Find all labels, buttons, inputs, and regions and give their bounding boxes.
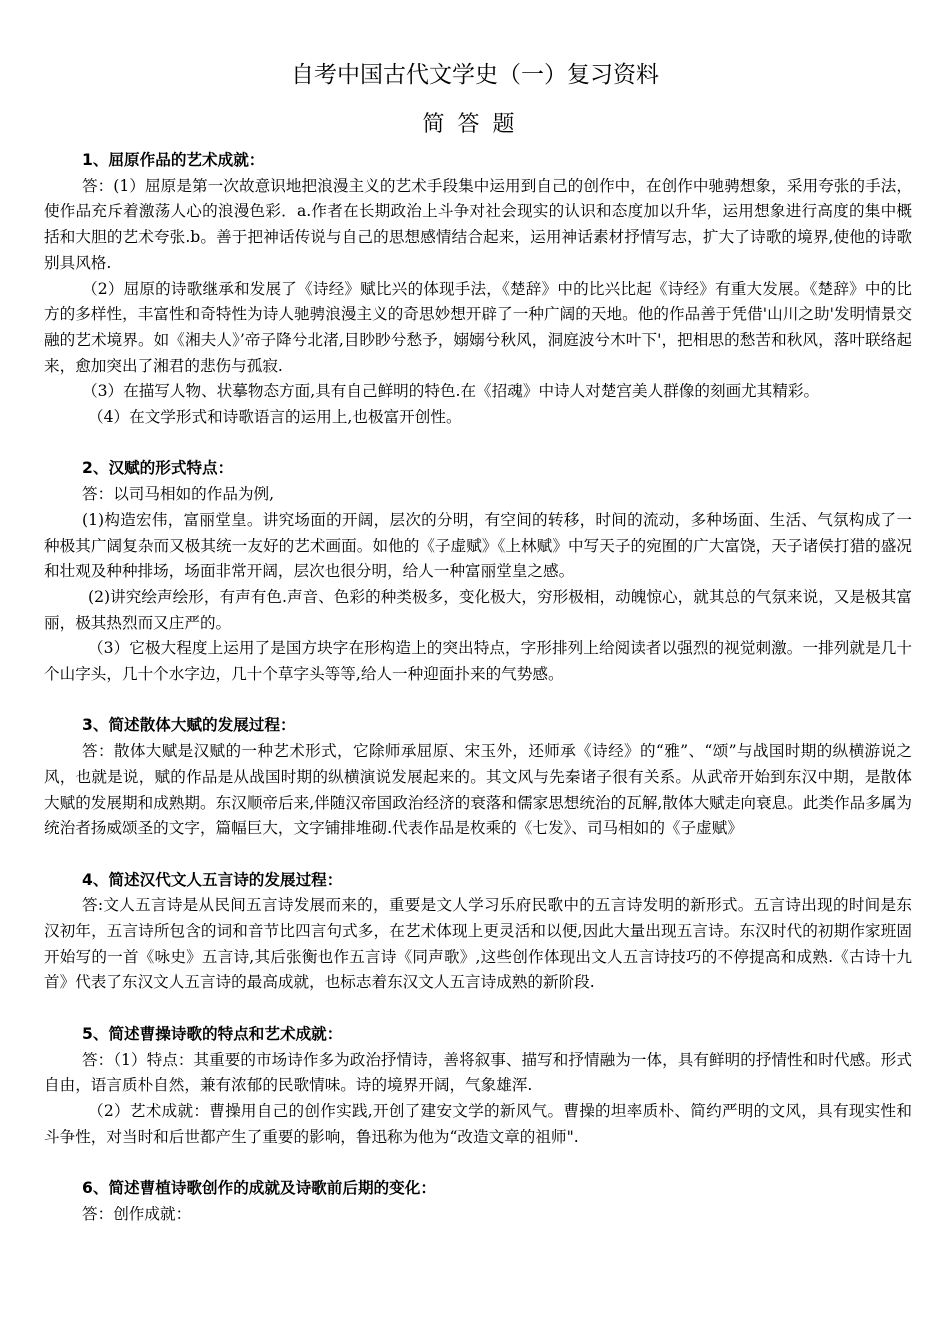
paragraph: (1)构造宏伟，富丽堂皇。讲究场面的开阔，层次的分明，有空间的转移，时间的流动，多种场面、生活、气氛构成了一种极其广阔复杂而又极其统一友好的艺术画面。如他的《子虚赋》《上林赋》中写天子的宛囿的广大富饶，天子诸侯打猎的盛况和壮观及种种排场，场面非常开阔，层次也很分明，给人一种富丽堂皇之感。: [44, 510, 912, 581]
paragraph: (2)讲究绘声绘形，有声有色.声音、色彩的种类极多，变化极大，穷形极相，动魄惊心，就其总的气氛来说，又是极其富丽，极其热烈而又庄严的。: [44, 587, 912, 632]
document-subtitle: 简答题: [422, 112, 528, 137]
paragraph: 答：以司马相如的作品为例,: [82, 485, 275, 504]
section-heading: 1、屈原作品的艺术成就：: [82, 151, 265, 169]
document-title: 自考中国古代文学史（一）复习资料: [291, 62, 659, 88]
paragraph: （3）它极大程度上运用了是国方块字在形构造上的突出特点，字形排列上给阅读者以强烈的视觉刺激。一排列就是几十个山字头，几十个水字边，几十个草字头等等,给人一种迎面扑来的气势感。: [44, 639, 912, 684]
paragraph: （3）在描写人物、状摹物态方面,具有自己鲜明的特色.在《招魂》中诗人对楚宫美人群像的刻画尤其精彩。: [82, 382, 820, 401]
section-heading: 2、汉赋的形式特点：: [82, 459, 234, 478]
section-spacer: [44, 996, 912, 1022]
section-heading: 5、简述曹操诗歌的特点和艺术成就：: [82, 1024, 343, 1043]
paragraph: 答：创作成就：: [82, 1204, 192, 1223]
document-body: [44, 148, 912, 1227]
paragraph: （2）艺术成就：曹操用自己的创作实践,开创了建安文学的新风气。曹操的坦率质朴、简约严明的文风，具有现实性和斗争性，对当时和后世都产生了重要的影响，鲁迅称为他为“改造文章的祖师".: [44, 1101, 912, 1146]
section-spacer: [44, 842, 912, 868]
paragraph: 答：散体大赋是汉赋的一种艺术形式，它除师承屈原、宋玉外，还师承《诗经》的“雅”、“颂”与战国时期的纵横游说之风，也就是说，赋的作品是从战国时期的纵横演说发展起来的。其文风与先秦诸子很有关系。从武帝开始到东汉中期，是散体大赋的发展期和成熟期。东汉顺帝后来,伴随汉帝国政治经济的衰落和儒家思想统治的瓦解,散体大赋走向衰息。此类作品多属为统治者扬威颂圣的文字，篇幅巨大，文字铺排堆砌.代表作品是枚乘的《七发》、司马相如的《子虚赋》: [44, 742, 912, 838]
paragraph: （4）在文学形式和诗歌语言的运用上,也极富开创性。: [88, 408, 462, 427]
paragraph: 答：（1）特点：其重要的市场诗作多为政治抒情诗，善将叙事、描写和抒情融为一体，具有鲜明的抒情性和时代感。形式自由，语言质朴自然，兼有浓郁的民歌情味。诗的境界开阔，气象雄浑.: [44, 1050, 912, 1095]
section-heading: 3、简述散体大赋的发展过程：: [82, 716, 296, 735]
paragraph: 答：(1）屈原是第一次故意识地把浪漫主义的艺术手段集中运用到自己的创作中，在创作中驰骋想象，采用夸张的手法，使作品充斥着激荡人心的浪漫色彩．a.作者在长期政治上斗争对社会现实的认识和态度加以升华，运用想象进行高度的集中概括和大胆的艺术夸张.b。善于把神话传说与自己的思想感情结合起来，运用神话素材抒情写志，扩大了诗歌的境界,使他的诗歌别具风格.: [44, 176, 912, 272]
section-heading: 6、简述曹植诗歌创作的成就及诗歌前后期的变化：: [82, 1179, 436, 1198]
paragraph: 答:文人五言诗是从民间五言诗发展而来的，重要是文人学习乐府民歌中的五言诗发明的新形式。五言诗出现的时间是东汉初年，五言诗所包含的词和音节比四言句式多，在艺术体现上更灵活和以便,因此大量出现五言诗。东汉时代的初期作家班固开始写的一首《咏史》五言诗,其后张衡也作五言诗《同声歌》,这些创作体现出文人五言诗技巧的不停提高和成熟.《古诗十九首》代表了东汉文人五言诗的最高成就，也标志着东汉文人五言诗成熟的新阶段.: [44, 896, 912, 992]
section-spacer: [44, 431, 912, 457]
section-spacer: [44, 688, 912, 714]
section-spacer: [44, 1150, 912, 1176]
section-heading: 4、简述汉代文人五言诗的发展过程：: [82, 870, 343, 889]
paragraph: （2）屈原的诗歌继承和发展了《诗经》赋比兴的体现手法，《楚辞》中的比兴比起《诗经》有重大发展。《楚辞》中的比方的多样性，丰富性和奇特性为诗人驰骋浪漫主义的奇思妙想开辟了一种广阔的天地。他的作品善于凭借'山川之助'发明情景交融的艺术境界。如《湘夫人》’帝子降兮北渚,目眇眇兮愁予，嫋嫋兮秋风，洞庭波兮木叶下'，把相思的愁苦和秋风，落叶联络起来，愈加突出了湘君的悲伤与孤寂.: [44, 279, 912, 375]
